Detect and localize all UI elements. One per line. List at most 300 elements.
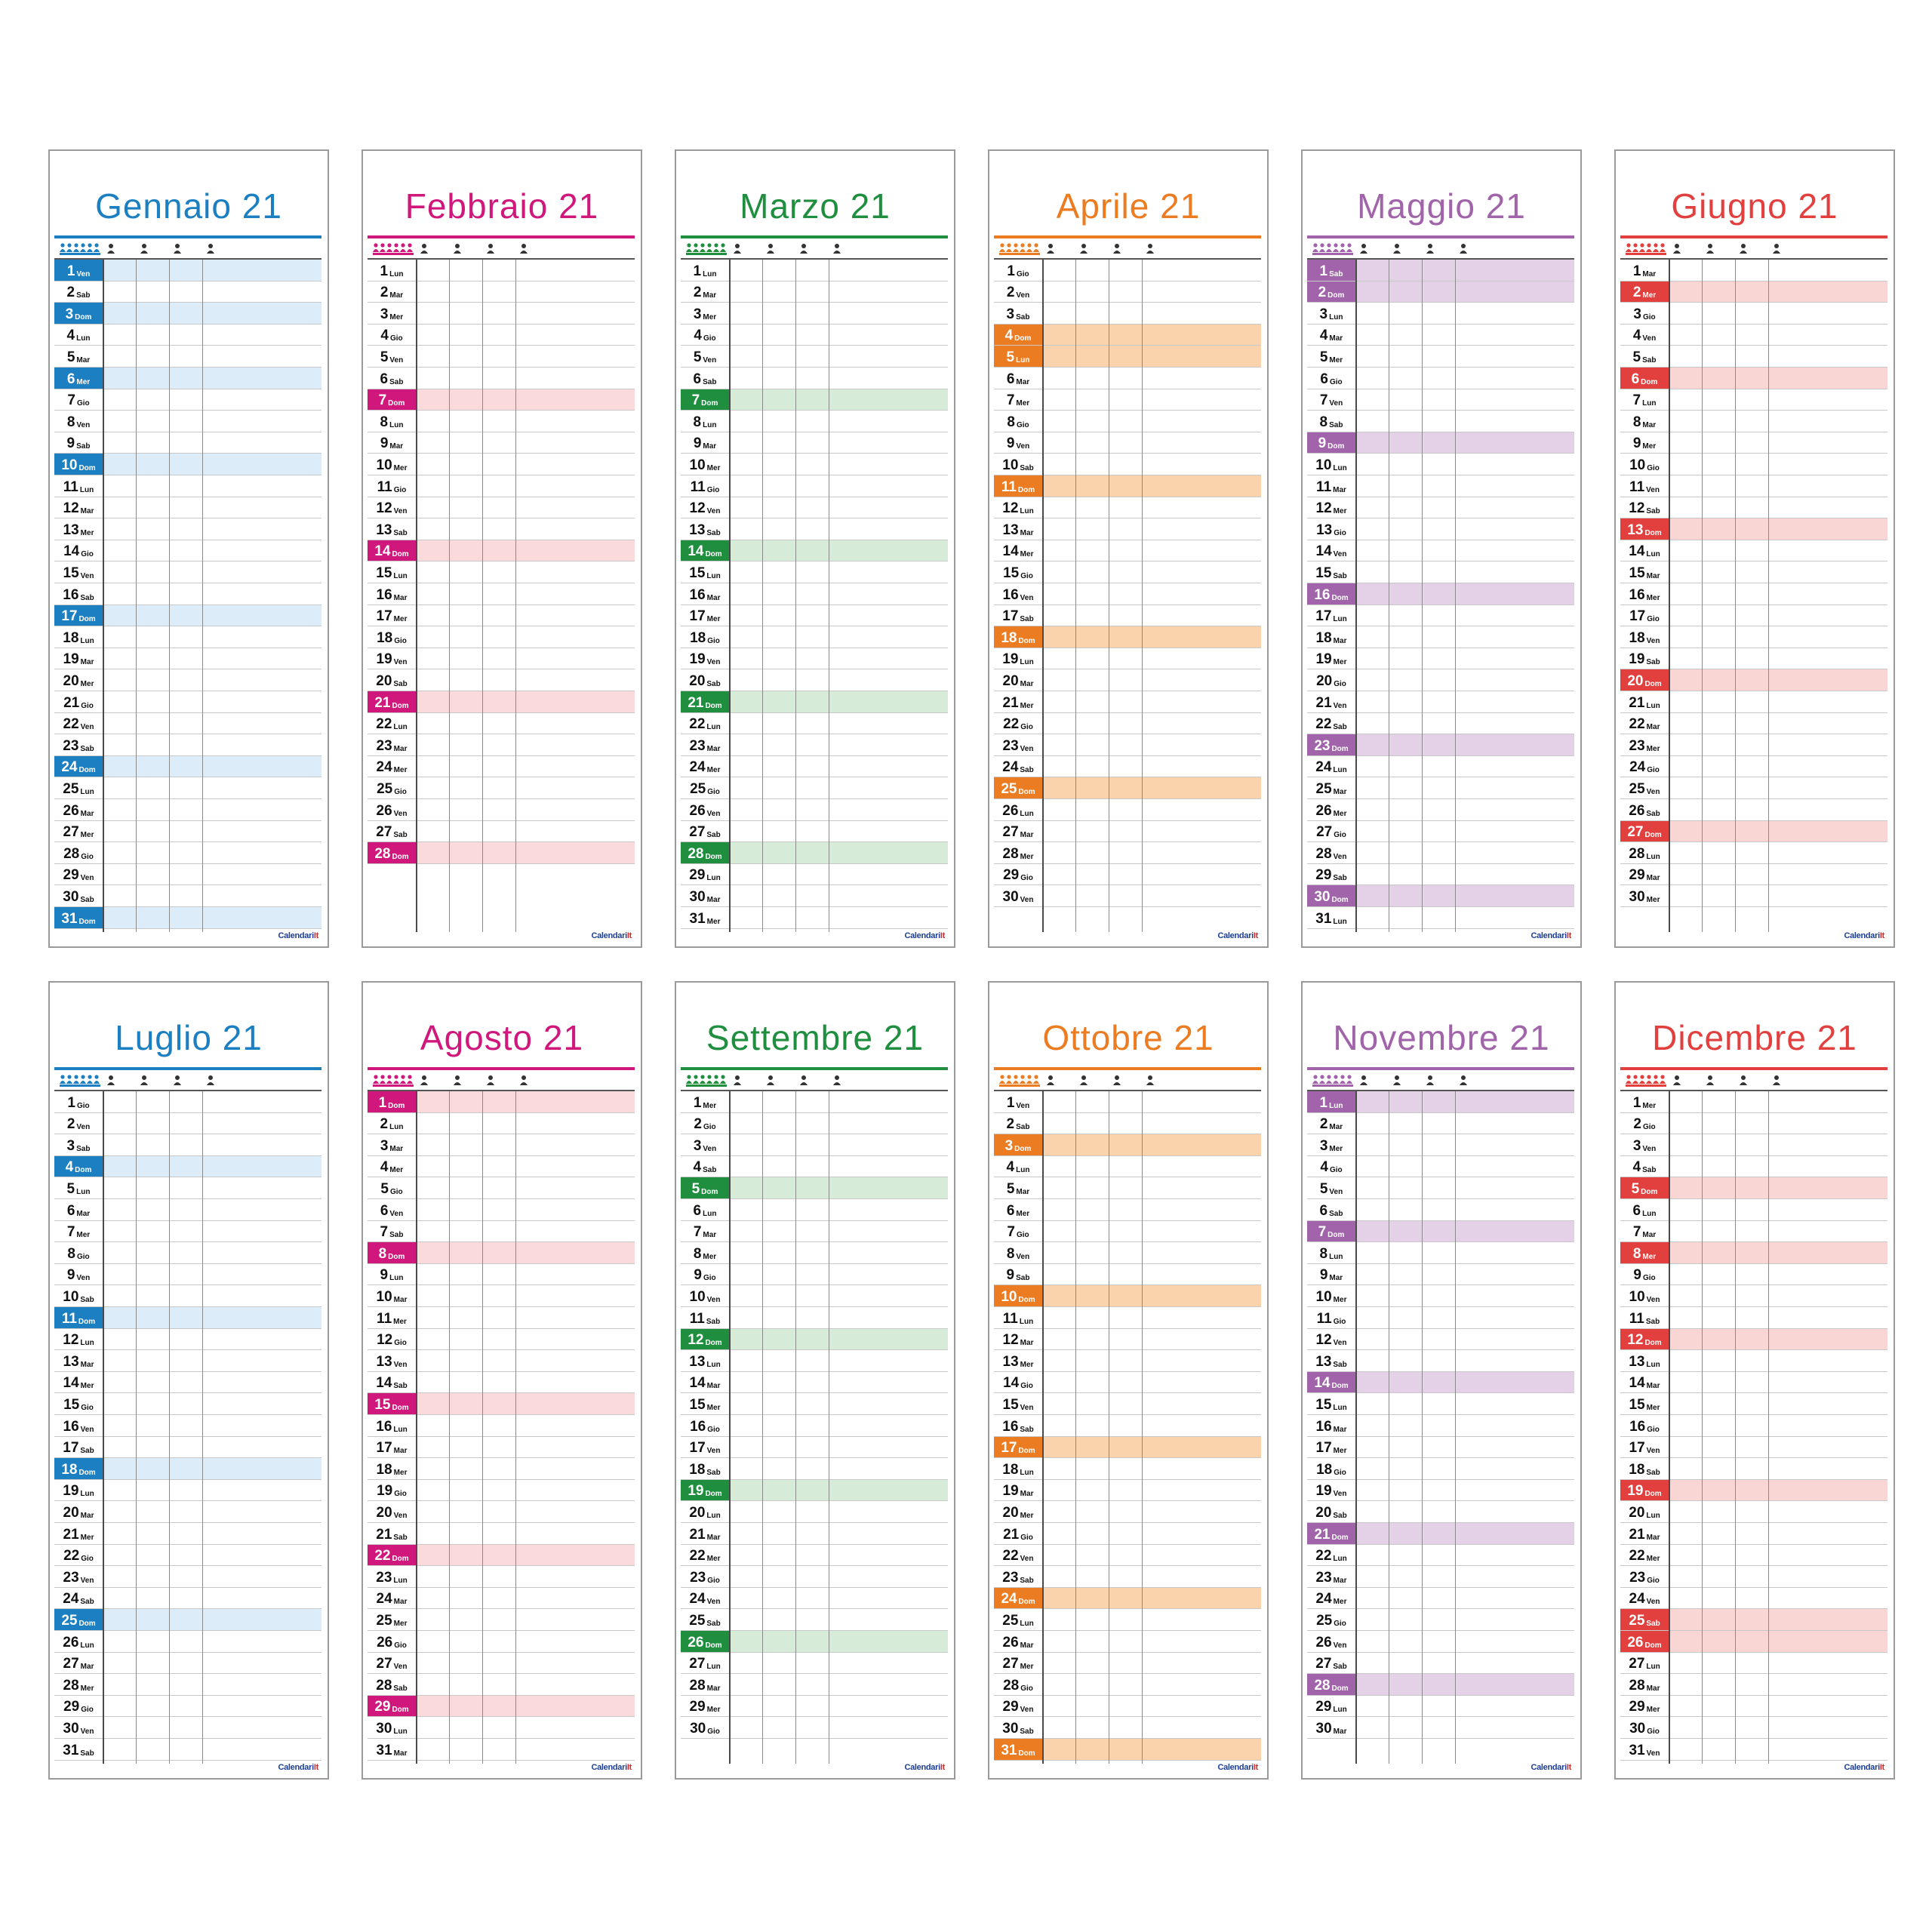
day-row[interactable] <box>681 1588 948 1610</box>
day-row[interactable] <box>681 303 948 325</box>
day-row[interactable] <box>1620 1307 1887 1329</box>
day-row[interactable] <box>681 1393 948 1415</box>
day-row[interactable] <box>994 1134 1261 1156</box>
day-row[interactable] <box>368 1091 635 1113</box>
day-row[interactable] <box>1307 518 1574 540</box>
day-row[interactable] <box>1307 1156 1574 1178</box>
day-row[interactable] <box>994 799 1261 821</box>
day-row[interactable] <box>681 561 948 583</box>
day-row[interactable] <box>681 1609 948 1631</box>
day-row[interactable] <box>994 1113 1261 1135</box>
day-row[interactable] <box>1620 821 1887 843</box>
day-row[interactable] <box>681 497 948 519</box>
day-row[interactable] <box>681 454 948 475</box>
day-row[interactable] <box>1307 1566 1574 1588</box>
day-row[interactable] <box>1620 1091 1887 1113</box>
day-row[interactable] <box>54 756 321 778</box>
day-row[interactable] <box>994 1415 1261 1437</box>
day-row[interactable] <box>994 389 1261 411</box>
day-row[interactable] <box>994 368 1261 389</box>
day-row[interactable] <box>54 907 321 929</box>
day-row[interactable] <box>994 777 1261 799</box>
day-row[interactable] <box>681 260 948 281</box>
day-row[interactable] <box>1307 734 1574 756</box>
day-row[interactable] <box>368 583 635 605</box>
day-row[interactable] <box>994 281 1261 303</box>
day-row[interactable] <box>368 1264 635 1286</box>
day-row[interactable] <box>368 691 635 713</box>
day-row[interactable] <box>994 669 1261 691</box>
day-row[interactable] <box>54 368 321 389</box>
day-row[interactable] <box>368 1696 635 1718</box>
day-row[interactable] <box>1620 1134 1887 1156</box>
day-row[interactable] <box>1307 432 1574 454</box>
day-row[interactable] <box>994 1739 1261 1761</box>
day-row[interactable] <box>1620 1264 1887 1286</box>
day-row[interactable] <box>681 1717 948 1739</box>
day-row[interactable] <box>54 475 321 497</box>
day-row[interactable] <box>994 583 1261 605</box>
day-row[interactable] <box>1620 1437 1887 1459</box>
day-row[interactable] <box>994 713 1261 735</box>
day-row[interactable] <box>1620 1415 1887 1437</box>
day-row[interactable] <box>994 1264 1261 1286</box>
day-row[interactable] <box>54 1156 321 1178</box>
day-row[interactable] <box>54 497 321 519</box>
day-row[interactable] <box>994 411 1261 432</box>
day-row[interactable] <box>368 1739 635 1761</box>
day-row[interactable] <box>1307 583 1574 605</box>
day-row[interactable] <box>681 1199 948 1221</box>
day-row[interactable] <box>994 475 1261 497</box>
day-row[interactable] <box>368 1501 635 1523</box>
day-row[interactable] <box>1307 303 1574 325</box>
day-row[interactable] <box>368 1674 635 1696</box>
day-row[interactable] <box>368 1113 635 1135</box>
day-row[interactable] <box>994 1177 1261 1199</box>
day-row[interactable] <box>54 1545 321 1567</box>
day-row[interactable] <box>1620 605 1887 627</box>
day-row[interactable] <box>54 1199 321 1221</box>
day-row[interactable] <box>1307 648 1574 670</box>
day-row[interactable] <box>1620 1242 1887 1264</box>
day-row[interactable] <box>54 1739 321 1761</box>
day-row[interactable] <box>1307 1350 1574 1372</box>
day-row[interactable] <box>1307 1415 1574 1437</box>
day-row[interactable] <box>681 1696 948 1718</box>
day-row[interactable] <box>54 454 321 475</box>
day-row[interactable] <box>1620 1113 1887 1135</box>
day-row[interactable] <box>1307 842 1574 864</box>
day-row[interactable] <box>681 1437 948 1459</box>
day-row[interactable] <box>368 756 635 778</box>
day-row[interactable] <box>54 1350 321 1372</box>
day-row[interactable] <box>54 540 321 562</box>
day-row[interactable] <box>368 821 635 843</box>
day-row[interactable] <box>681 864 948 886</box>
day-row[interactable] <box>681 1264 948 1286</box>
day-row[interactable] <box>1620 1717 1887 1739</box>
day-row[interactable] <box>681 540 948 562</box>
day-row[interactable] <box>994 1501 1261 1523</box>
day-row[interactable] <box>681 368 948 389</box>
day-row[interactable] <box>681 777 948 799</box>
day-row[interactable] <box>994 432 1261 454</box>
day-row[interactable] <box>1620 1739 1887 1761</box>
day-row[interactable] <box>54 1631 321 1653</box>
day-row[interactable] <box>994 734 1261 756</box>
day-row[interactable] <box>681 432 948 454</box>
day-row[interactable] <box>994 1523 1261 1545</box>
day-row[interactable] <box>1307 389 1574 411</box>
day-row[interactable] <box>1620 1609 1887 1631</box>
day-row[interactable] <box>1307 669 1574 691</box>
day-row[interactable] <box>54 821 321 843</box>
day-row[interactable] <box>994 1329 1261 1351</box>
day-row[interactable] <box>1307 281 1574 303</box>
day-row[interactable] <box>681 1501 948 1523</box>
day-row[interactable] <box>1620 1458 1887 1480</box>
day-row[interactable] <box>368 1307 635 1329</box>
day-row[interactable] <box>1620 1696 1887 1718</box>
day-row[interactable] <box>368 669 635 691</box>
day-row[interactable] <box>1307 454 1574 475</box>
day-row[interactable] <box>681 325 948 346</box>
day-row[interactable] <box>681 411 948 432</box>
day-row[interactable] <box>368 281 635 303</box>
day-row[interactable] <box>54 1372 321 1394</box>
day-row[interactable] <box>1620 842 1887 864</box>
day-row[interactable] <box>54 1480 321 1502</box>
day-row[interactable] <box>368 1285 635 1307</box>
day-row[interactable] <box>994 1350 1261 1372</box>
day-row[interactable] <box>1620 713 1887 735</box>
day-row[interactable] <box>368 1523 635 1545</box>
day-row[interactable] <box>54 1329 321 1351</box>
day-row[interactable] <box>1307 1480 1574 1502</box>
day-row[interactable] <box>368 1415 635 1437</box>
day-row[interactable] <box>681 1329 948 1351</box>
day-row[interactable] <box>54 885 321 907</box>
day-row[interactable] <box>1307 907 1574 929</box>
day-row[interactable] <box>1620 669 1887 691</box>
day-row[interactable] <box>1620 734 1887 756</box>
day-row[interactable] <box>994 260 1261 281</box>
day-row[interactable] <box>681 1458 948 1480</box>
day-row[interactable] <box>1620 518 1887 540</box>
day-row[interactable] <box>994 821 1261 843</box>
day-row[interactable] <box>1620 561 1887 583</box>
day-row[interactable] <box>681 669 948 691</box>
day-row[interactable] <box>368 1545 635 1567</box>
day-row[interactable] <box>994 1285 1261 1307</box>
day-row[interactable] <box>681 1350 948 1372</box>
day-row[interactable] <box>54 1177 321 1199</box>
day-row[interactable] <box>368 1631 635 1653</box>
day-row[interactable] <box>994 1372 1261 1394</box>
day-row[interactable] <box>994 1566 1261 1588</box>
day-row[interactable] <box>681 281 948 303</box>
day-row[interactable] <box>368 713 635 735</box>
day-row[interactable] <box>681 1545 948 1567</box>
day-row[interactable] <box>54 1696 321 1718</box>
day-row[interactable] <box>1620 777 1887 799</box>
day-row[interactable] <box>1307 561 1574 583</box>
day-row[interactable] <box>1620 1372 1887 1394</box>
day-row[interactable] <box>54 842 321 864</box>
day-row[interactable] <box>1620 454 1887 475</box>
day-row[interactable] <box>994 1458 1261 1480</box>
day-row[interactable] <box>54 1501 321 1523</box>
day-row[interactable] <box>1620 1674 1887 1696</box>
day-row[interactable] <box>1307 1242 1574 1264</box>
day-row[interactable] <box>681 626 948 648</box>
day-row[interactable] <box>368 1156 635 1178</box>
day-row[interactable] <box>1620 1393 1887 1415</box>
day-row[interactable] <box>1307 1631 1574 1653</box>
day-row[interactable] <box>994 885 1261 907</box>
day-row[interactable] <box>1620 756 1887 778</box>
day-row[interactable] <box>1620 1631 1887 1653</box>
day-row[interactable] <box>368 842 635 864</box>
day-row[interactable] <box>1620 1199 1887 1221</box>
day-row[interactable] <box>994 1588 1261 1610</box>
day-row[interactable] <box>54 303 321 325</box>
day-row[interactable] <box>368 561 635 583</box>
day-row[interactable] <box>1307 325 1574 346</box>
day-row[interactable] <box>54 1091 321 1113</box>
day-row[interactable] <box>54 1588 321 1610</box>
day-row[interactable] <box>368 1653 635 1675</box>
day-row[interactable] <box>54 669 321 691</box>
day-row[interactable] <box>1620 1653 1887 1675</box>
day-row[interactable] <box>1620 885 1887 907</box>
day-row[interactable] <box>994 1091 1261 1113</box>
day-row[interactable] <box>681 734 948 756</box>
day-row[interactable] <box>1307 1329 1574 1351</box>
day-row[interactable] <box>368 1242 635 1264</box>
day-row[interactable] <box>1307 1307 1574 1329</box>
day-row[interactable] <box>1307 799 1574 821</box>
day-row[interactable] <box>1620 1523 1887 1545</box>
day-row[interactable] <box>54 1393 321 1415</box>
day-row[interactable] <box>54 1566 321 1588</box>
day-row[interactable] <box>994 1221 1261 1243</box>
day-row[interactable] <box>994 1696 1261 1718</box>
day-row[interactable] <box>994 1653 1261 1675</box>
day-row[interactable] <box>54 1221 321 1243</box>
day-row[interactable] <box>994 691 1261 713</box>
day-row[interactable] <box>1307 1264 1574 1286</box>
day-row[interactable] <box>368 1480 635 1502</box>
day-row[interactable] <box>1307 260 1574 281</box>
day-row[interactable] <box>54 1674 321 1696</box>
day-row[interactable] <box>1307 1199 1574 1221</box>
day-row[interactable] <box>1307 1501 1574 1523</box>
day-row[interactable] <box>54 281 321 303</box>
day-row[interactable] <box>368 1609 635 1631</box>
day-row[interactable] <box>681 648 948 670</box>
day-row[interactable] <box>368 1588 635 1610</box>
day-row[interactable] <box>368 1566 635 1588</box>
day-row[interactable] <box>1307 691 1574 713</box>
day-row[interactable] <box>54 734 321 756</box>
day-row[interactable] <box>368 346 635 368</box>
day-row[interactable] <box>681 1566 948 1588</box>
day-row[interactable] <box>1620 583 1887 605</box>
day-row[interactable] <box>681 389 948 411</box>
day-row[interactable] <box>1620 260 1887 281</box>
day-row[interactable] <box>1307 1134 1574 1156</box>
day-row[interactable] <box>994 497 1261 519</box>
day-row[interactable] <box>54 1415 321 1437</box>
day-row[interactable] <box>681 583 948 605</box>
day-row[interactable] <box>1307 864 1574 886</box>
day-row[interactable] <box>1620 325 1887 346</box>
day-row[interactable] <box>1620 1177 1887 1199</box>
day-row[interactable] <box>54 1307 321 1329</box>
day-row[interactable] <box>368 368 635 389</box>
day-row[interactable] <box>54 346 321 368</box>
day-row[interactable] <box>1307 346 1574 368</box>
day-row[interactable] <box>368 1717 635 1739</box>
day-row[interactable] <box>54 648 321 670</box>
day-row[interactable] <box>368 1177 635 1199</box>
day-row[interactable] <box>368 411 635 432</box>
day-row[interactable] <box>368 260 635 281</box>
day-row[interactable] <box>1620 626 1887 648</box>
day-row[interactable] <box>681 713 948 735</box>
day-row[interactable] <box>681 1221 948 1243</box>
day-row[interactable] <box>368 1393 635 1415</box>
day-row[interactable] <box>1620 475 1887 497</box>
day-row[interactable] <box>54 411 321 432</box>
day-row[interactable] <box>1620 303 1887 325</box>
day-row[interactable] <box>994 346 1261 368</box>
day-row[interactable] <box>681 346 948 368</box>
day-row[interactable] <box>54 1285 321 1307</box>
day-row[interactable] <box>994 756 1261 778</box>
day-row[interactable] <box>54 260 321 281</box>
day-row[interactable] <box>994 1717 1261 1739</box>
day-row[interactable] <box>368 497 635 519</box>
day-row[interactable] <box>994 561 1261 583</box>
day-row[interactable] <box>681 1177 948 1199</box>
day-row[interactable] <box>994 540 1261 562</box>
day-row[interactable] <box>994 1631 1261 1653</box>
day-row[interactable] <box>1307 777 1574 799</box>
day-row[interactable] <box>54 1134 321 1156</box>
day-row[interactable] <box>681 1156 948 1178</box>
day-row[interactable] <box>994 1437 1261 1459</box>
day-row[interactable] <box>1307 756 1574 778</box>
day-row[interactable] <box>994 605 1261 627</box>
day-row[interactable] <box>1307 1523 1574 1545</box>
day-row[interactable] <box>368 1437 635 1459</box>
day-row[interactable] <box>54 325 321 346</box>
day-row[interactable] <box>368 432 635 454</box>
day-row[interactable] <box>681 605 948 627</box>
day-row[interactable] <box>994 1674 1261 1696</box>
day-row[interactable] <box>1620 691 1887 713</box>
day-row[interactable] <box>1307 821 1574 843</box>
day-row[interactable] <box>1307 1177 1574 1199</box>
day-row[interactable] <box>368 389 635 411</box>
day-row[interactable] <box>994 864 1261 886</box>
day-row[interactable] <box>368 303 635 325</box>
day-row[interactable] <box>681 1523 948 1545</box>
day-row[interactable] <box>1307 497 1574 519</box>
day-row[interactable] <box>1620 411 1887 432</box>
day-row[interactable] <box>1620 1545 1887 1567</box>
day-row[interactable] <box>994 303 1261 325</box>
day-row[interactable] <box>1307 1458 1574 1480</box>
day-row[interactable] <box>681 1653 948 1675</box>
day-row[interactable] <box>368 1350 635 1372</box>
day-row[interactable] <box>368 799 635 821</box>
day-row[interactable] <box>1307 626 1574 648</box>
day-row[interactable] <box>681 756 948 778</box>
day-row[interactable] <box>681 1480 948 1502</box>
day-row[interactable] <box>681 1307 948 1329</box>
day-row[interactable] <box>994 518 1261 540</box>
day-row[interactable] <box>1307 368 1574 389</box>
day-row[interactable] <box>368 734 635 756</box>
day-row[interactable] <box>994 325 1261 346</box>
day-row[interactable] <box>994 1545 1261 1567</box>
day-row[interactable] <box>1307 1674 1574 1696</box>
day-row[interactable] <box>368 605 635 627</box>
day-row[interactable] <box>368 454 635 475</box>
day-row[interactable] <box>681 1372 948 1394</box>
day-row[interactable] <box>1620 1221 1887 1243</box>
day-row[interactable] <box>1620 1566 1887 1588</box>
day-row[interactable] <box>1307 1372 1574 1394</box>
day-row[interactable] <box>681 1242 948 1264</box>
day-row[interactable] <box>368 626 635 648</box>
day-row[interactable] <box>54 626 321 648</box>
day-row[interactable] <box>681 799 948 821</box>
day-row[interactable] <box>1307 713 1574 735</box>
day-row[interactable] <box>1307 1221 1574 1243</box>
day-row[interactable] <box>368 518 635 540</box>
day-row[interactable] <box>54 799 321 821</box>
day-row[interactable] <box>1307 1091 1574 1113</box>
day-row[interactable] <box>54 713 321 735</box>
day-row[interactable] <box>1620 540 1887 562</box>
day-row[interactable] <box>681 518 948 540</box>
day-row[interactable] <box>1307 1609 1574 1631</box>
day-row[interactable] <box>681 1674 948 1696</box>
day-row[interactable] <box>1307 1437 1574 1459</box>
day-row[interactable] <box>54 1523 321 1545</box>
day-row[interactable] <box>1307 1717 1574 1739</box>
day-row[interactable] <box>994 1199 1261 1221</box>
day-row[interactable] <box>681 691 948 713</box>
day-row[interactable] <box>1620 346 1887 368</box>
day-row[interactable] <box>1620 389 1887 411</box>
day-row[interactable] <box>54 1437 321 1459</box>
day-row[interactable] <box>681 475 948 497</box>
day-row[interactable] <box>994 1480 1261 1502</box>
day-row[interactable] <box>1307 475 1574 497</box>
day-row[interactable] <box>1620 1501 1887 1523</box>
day-row[interactable] <box>994 1307 1261 1329</box>
day-row[interactable] <box>368 648 635 670</box>
day-row[interactable] <box>368 1372 635 1394</box>
day-row[interactable] <box>994 648 1261 670</box>
day-row[interactable] <box>368 325 635 346</box>
